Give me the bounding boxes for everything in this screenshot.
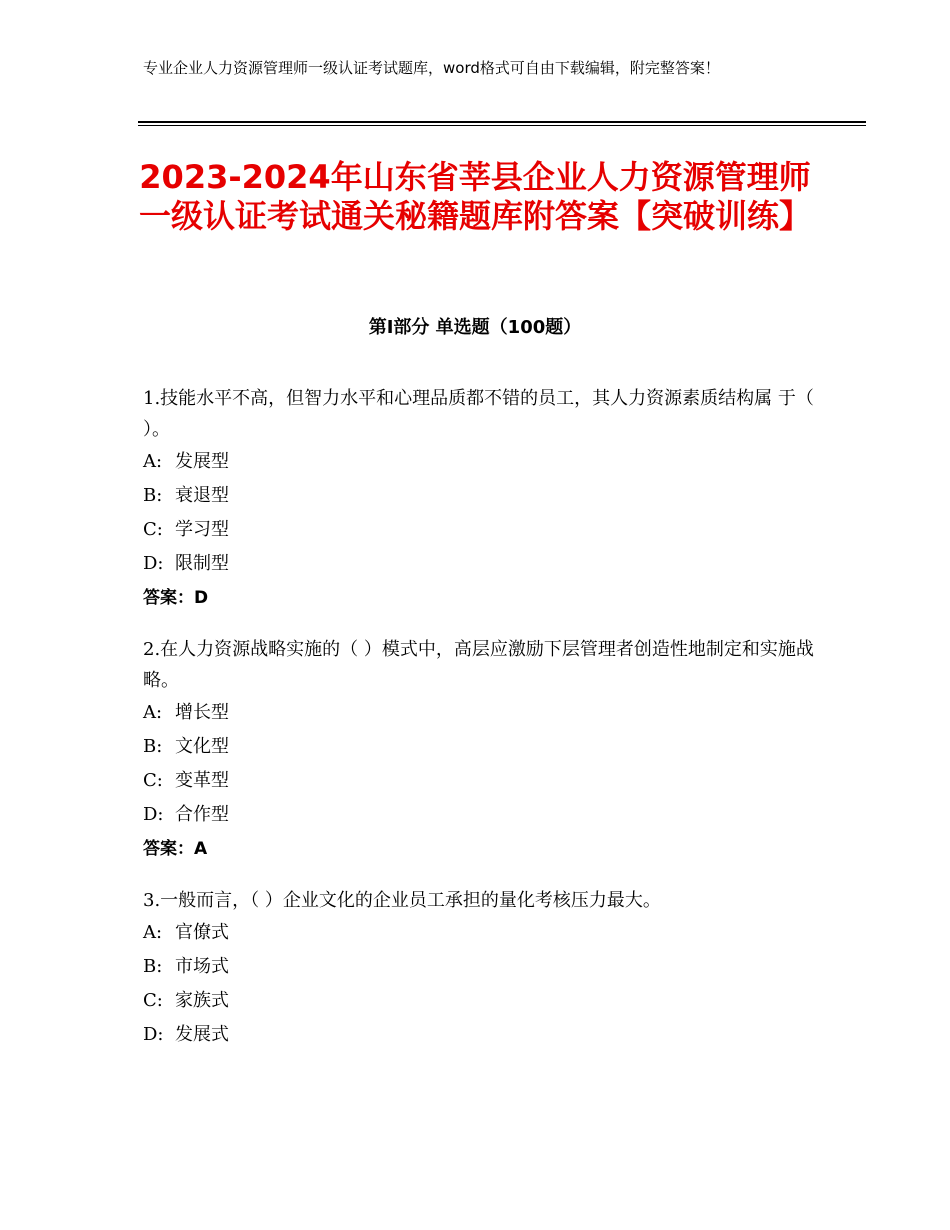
- option-text: 衰退型: [175, 485, 229, 506]
- option-text: 发展型: [175, 451, 229, 472]
- option-text: 市场式: [175, 956, 229, 977]
- option-key: B:: [143, 736, 163, 757]
- option-b: [143, 479, 823, 513]
- question-2: [143, 634, 823, 866]
- question-stem: 1.技能水平不高，但智力水平和心理品质都不错的员工，其人力资源素质结构属 于（ ）。: [143, 388, 814, 440]
- header-rule-thin: [138, 125, 866, 126]
- option-text: 限制型: [175, 553, 229, 574]
- option-text: 变革型: [175, 770, 229, 791]
- question-stem: 3.一般而言，（ ）企业文化的企业员工承担的量化考核压力最大。: [143, 890, 661, 911]
- option-d: [143, 798, 823, 832]
- option-key: C:: [143, 770, 163, 791]
- option-text: 合作型: [175, 804, 229, 825]
- option-text: 文化型: [175, 736, 229, 757]
- question-list: [143, 383, 823, 1071]
- option-b: [143, 950, 823, 984]
- option-text: 官僚式: [175, 922, 229, 943]
- option-b: [143, 730, 823, 764]
- option-text: 发展式: [175, 1024, 229, 1045]
- option-key: A:: [143, 922, 163, 943]
- option-a: [143, 696, 823, 730]
- option-key: A:: [143, 702, 163, 723]
- option-c: [143, 764, 823, 798]
- section-heading: 第I部分 单选题（100题）: [368, 317, 582, 338]
- header-note: 专业企业人力资源管理师一级认证考试题库，word格式可自由下载编辑，附完整答案！: [143, 59, 720, 77]
- question-3: [143, 885, 823, 1052]
- option-key: C:: [143, 990, 163, 1011]
- option-a: [143, 916, 823, 950]
- option-key: D:: [143, 804, 164, 825]
- option-key: D:: [143, 553, 164, 574]
- header-rule-thick: [138, 121, 866, 123]
- question-1: [143, 383, 823, 615]
- answer-line: 答案：D: [143, 588, 209, 608]
- option-key: B:: [143, 485, 163, 506]
- option-key: C:: [143, 519, 163, 540]
- option-text: 家族式: [175, 990, 229, 1011]
- option-a: [143, 445, 823, 479]
- option-d: [143, 1018, 823, 1052]
- option-key: B:: [143, 956, 163, 977]
- document-title: 2023-2024年山东省莘县企业人力资源管理师一级认证考试通关秘籍题库附答案【突破训练】: [138, 158, 811, 235]
- option-text: 学习型: [175, 519, 229, 540]
- answer-line: 答案：A: [143, 839, 208, 859]
- question-stem: 2.在人力资源战略实施的（ ）模式中，高层应激励下层管理者创造性地制定和实施战略。: [143, 639, 814, 691]
- option-key: D:: [143, 1024, 164, 1045]
- option-c: [143, 984, 823, 1018]
- option-d: [143, 547, 823, 581]
- option-key: A:: [143, 451, 163, 472]
- option-text: 增长型: [175, 702, 229, 723]
- option-c: [143, 513, 823, 547]
